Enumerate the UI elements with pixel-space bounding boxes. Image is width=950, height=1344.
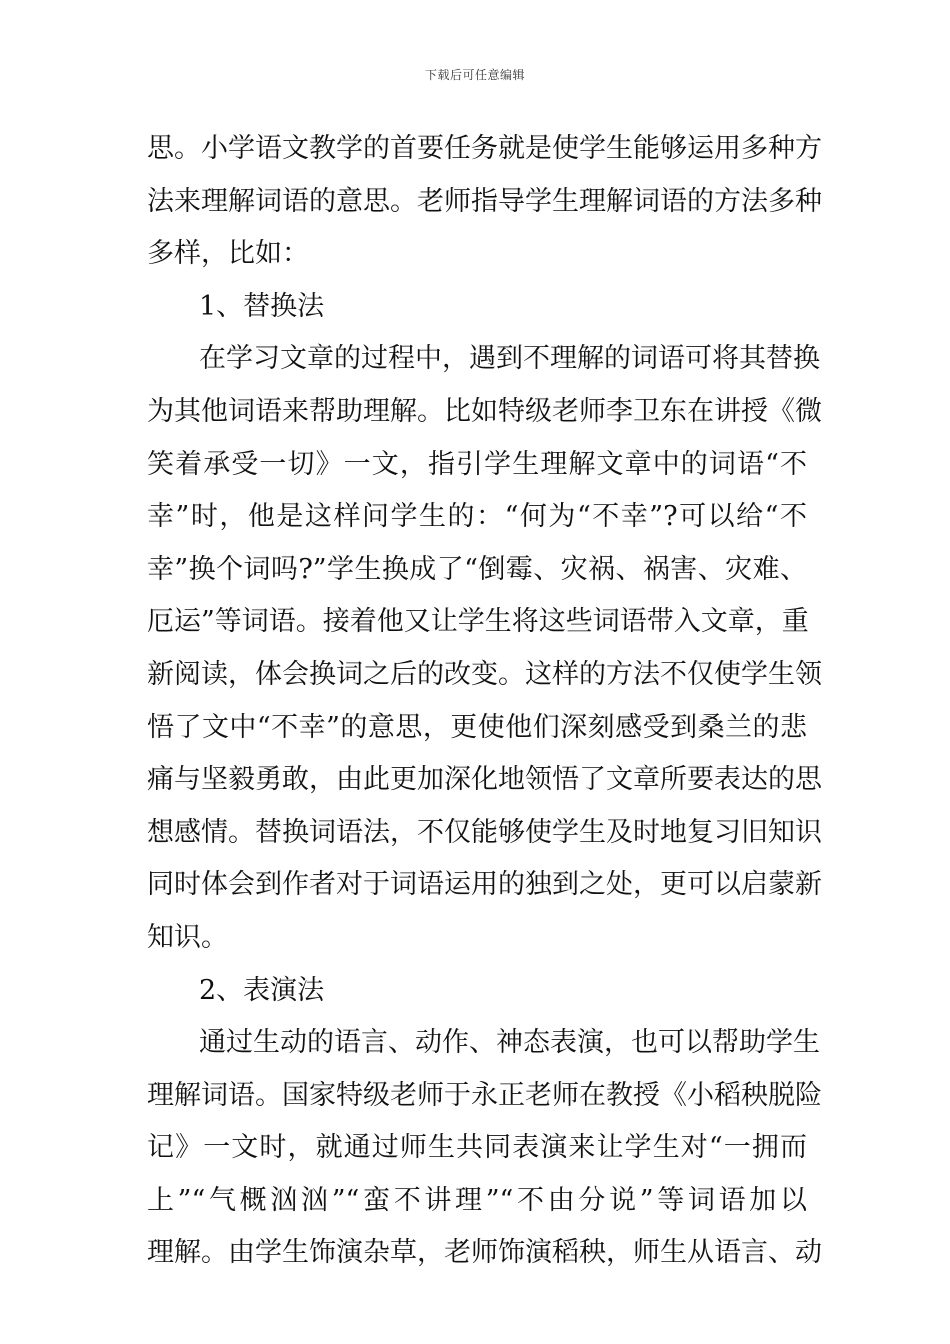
text-line: 知识。 bbox=[147, 921, 228, 953]
section-heading-performance: 2、表演法 bbox=[199, 974, 325, 1006]
text-line: 法来理解词语的意思。老师指导学生理解词语的方法多种 bbox=[147, 185, 822, 217]
text-line: 幸”时，他是这样问学生的：“何为“不幸”?可以给“不 bbox=[147, 501, 807, 533]
text-line: 在学习文章的过程中，遇到不理解的词语可将其替换 bbox=[199, 343, 820, 375]
text-line: 理解词语。国家特级老师于永正老师在教授《小稻秧脱险 bbox=[147, 1079, 822, 1111]
text-line: 同时体会到作者对于词语运用的独到之处，更可以启蒙新 bbox=[147, 869, 822, 901]
text-line: 多样，比如： bbox=[147, 238, 309, 270]
text-line: 通过生动的语言、动作、神态表演，也可以帮助学生 bbox=[199, 1027, 820, 1059]
text-line: 思。小学语文教学的首要任务就是使学生能够运用多种方 bbox=[147, 133, 822, 164]
text-line: 记》一文时，就通过师生共同表演来让学生对“一拥而 bbox=[147, 1132, 807, 1164]
text-line: 想感情。替换词语法，不仅能够使学生及时地复习旧知识 bbox=[147, 816, 822, 848]
text-line: 悟了文中“不幸”的意思，更使他们深刻感受到桑兰的悲 bbox=[147, 711, 807, 743]
text-line: 笑着承受一切》一文，指引学生理解文章中的词语“不 bbox=[147, 448, 807, 480]
document-body bbox=[147, 127, 822, 1284]
section-heading-substitution: 1、替换法 bbox=[199, 290, 325, 322]
text-line: 幸”换个词吗?”学生换成了“倒霉、灾祸、祸害、灾难、 bbox=[147, 553, 807, 585]
text-line: 为其他词语来帮助理解。比如特级老师李卫东在讲授《微 bbox=[147, 395, 822, 427]
text-line: 上”“气概汹汹”“蛮不讲理”“不由分说”等词语加以 bbox=[147, 1184, 807, 1216]
page-header: 下载后可任意编辑 bbox=[424, 68, 525, 82]
text-line: 痛与坚毅勇敢，由此更加深化地领悟了文章所要表达的思 bbox=[147, 764, 822, 796]
text-line: 理解。由学生饰演杂草，老师饰演稻秧，师生从语言、动 bbox=[147, 1237, 822, 1269]
text-line: 新阅读，体会换词之后的改变。这样的方法不仅使学生领 bbox=[147, 658, 822, 690]
text-line: 厄运”等词语。接着他又让学生将这些词语带入文章，重 bbox=[147, 606, 809, 638]
